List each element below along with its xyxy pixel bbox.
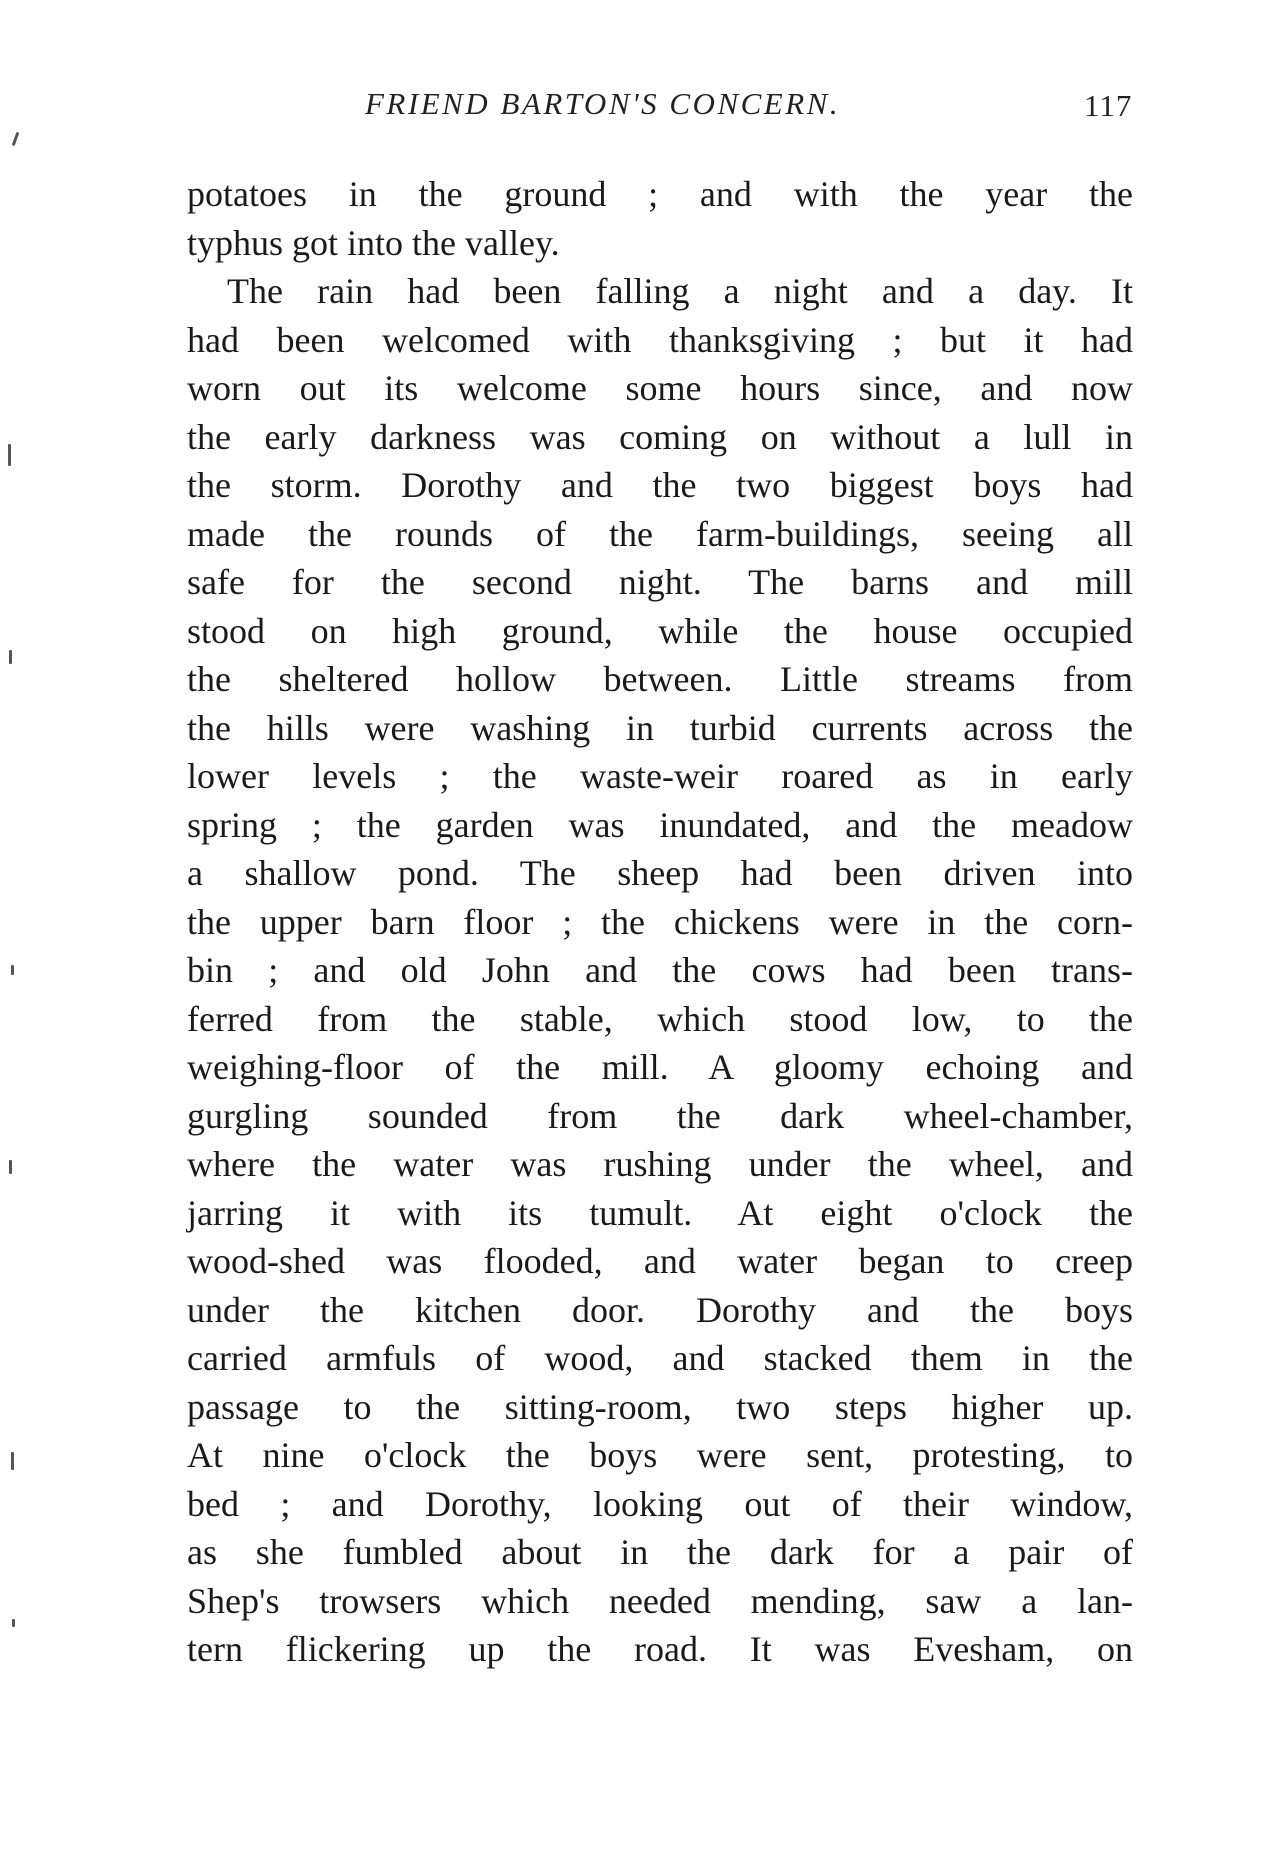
text-line: the sheltered hollow between. Little streams from <box>187 659 1133 699</box>
gutter-mark <box>9 1160 12 1174</box>
text-line: the early darkness was coming on without a lull in <box>187 416 1133 457</box>
text-line: At nine o'clock the boys were sent, protesting, to <box>187 1435 1133 1475</box>
text-line: safe for the second night. The barns and mill <box>187 562 1133 602</box>
text-line: a shallow pond. The sheep had been driven into <box>187 853 1133 893</box>
text-line: tern flickering up the road. It was Evesham, on <box>187 1629 1133 1669</box>
text-line: bed ; and Dorothy, looking out of their window, <box>187 1483 1133 1524</box>
gutter-mark <box>11 1452 14 1470</box>
text-line: had been welcomed with thanksgiving ; but it had <box>187 319 1133 360</box>
text-line: passage to the sitting-room, two steps higher up. <box>187 1386 1133 1427</box>
gutter-mark <box>12 132 20 146</box>
gutter-mark <box>11 965 14 975</box>
text-line: weighing-floor of the mill. A gloomy echoing and <box>187 1047 1133 1087</box>
text-line: as she fumbled about in the dark for a pair of <box>187 1532 1133 1572</box>
text-line: stood on high ground, while the house occupied <box>187 610 1133 651</box>
text-line: potatoes in the ground ; and with the year the <box>187 174 1133 214</box>
text-line: lower levels ; the waste-weir roared as in early <box>187 756 1133 796</box>
text-line: bin ; and old John and the cows had been trans- <box>187 950 1133 990</box>
gutter-mark <box>12 1619 15 1627</box>
text-line: Shep's trowsers which needed mending, saw a lan- <box>187 1580 1133 1621</box>
text-line: the hills were washing in turbid currents across the <box>187 707 1133 748</box>
text-line: typhus got into the valley. <box>187 222 560 263</box>
text-line: jarring it with its tumult. At eight o'clock the <box>187 1192 1133 1233</box>
text-line: carried armfuls of wood, and stacked them in the <box>187 1338 1133 1378</box>
running-title: FRIEND BARTON'S CONCERN. <box>365 86 841 121</box>
text-line: made the rounds of the farm-buildings, seeing all <box>187 513 1133 554</box>
text-line: gurgling sounded from the dark wheel-chamber, <box>187 1095 1133 1136</box>
gutter-mark <box>8 444 11 466</box>
gutter-mark <box>9 650 12 664</box>
text-line: spring ; the garden was inundated, and the meadow <box>187 804 1133 845</box>
text-line: where the water was rushing under the wheel, and <box>187 1144 1133 1184</box>
text-line: the storm. Dorothy and the two biggest boys had <box>187 465 1133 505</box>
text-line: the upper barn floor ; the chickens were in the corn- <box>187 901 1133 942</box>
text-line: worn out its welcome some hours since, and now <box>187 368 1133 408</box>
text-line: wood-shed was flooded, and water began to creep <box>187 1241 1133 1281</box>
page-number: 117 <box>1084 88 1133 123</box>
text-line: ferred from the stable, which stood low, to the <box>187 998 1133 1039</box>
body-text <box>187 170 1133 1674</box>
text-line: under the kitchen door. Dorothy and the boys <box>187 1289 1133 1330</box>
text-line: The rain had been falling a night and a day. It <box>227 271 1133 311</box>
